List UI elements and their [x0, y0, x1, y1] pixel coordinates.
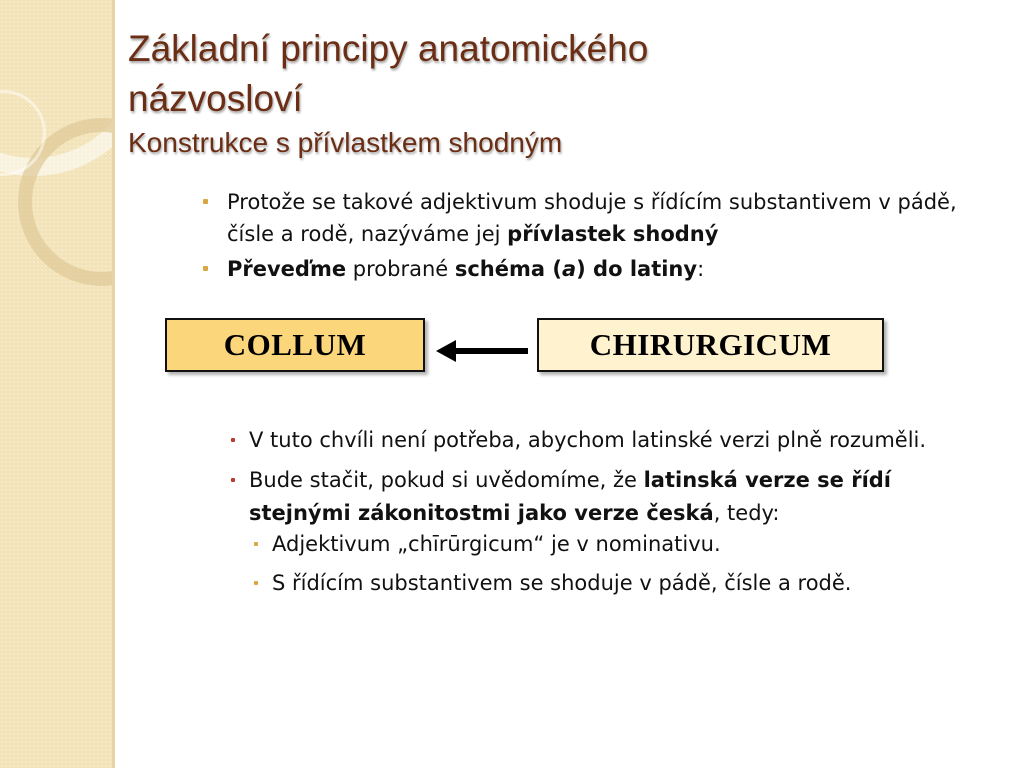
bullet-text: Protože se takové adjektivum shoduje s řídícím substantivem v pádě, čísle a rodě, nazýváme jej	[227, 190, 957, 246]
bullet-text: V tuto chvíli není potřeba, abychom latinské verzi plně rozuměli.	[249, 428, 927, 452]
main-bullet-list	[198, 186, 988, 288]
bullet-bold-text: schéma (	[454, 257, 562, 281]
list-item	[224, 464, 984, 600]
sidebar-divider	[112, 0, 115, 768]
slide-subtitle: Konstrukce s přívlastkem shodným	[128, 127, 563, 158]
sub-sub-bullet-list	[247, 528, 984, 600]
sub-bullet-list	[224, 424, 984, 607]
schema-adjective-box: CHIRURGICUM	[537, 318, 884, 372]
bullet-text: Bude stačit, pokud si uvědomíme, že	[249, 468, 644, 492]
list-item	[247, 528, 984, 561]
bullet-text: probrané	[346, 257, 455, 281]
bullet-bold-text: latinská verze se řídí stejnými zákonitostmi jako verze česká	[249, 468, 891, 525]
bullet-bold-text: přívlastek shodný	[507, 222, 719, 246]
bullet-text: , tedy:	[713, 501, 780, 525]
decorative-sidebar	[0, 0, 112, 768]
arrow-left-icon	[436, 340, 528, 362]
list-item	[198, 253, 988, 285]
bullet-bold-text: ) do latiny	[576, 257, 698, 281]
schema-noun-box: COLLUM	[165, 318, 425, 372]
bullet-text: S řídícím substantivem se shoduje v pádě, čísle a rodě.	[272, 571, 852, 595]
bullet-text: :	[697, 257, 705, 281]
list-item	[224, 424, 984, 457]
slide-title	[128, 24, 988, 160]
bullet-italic-text: a	[561, 257, 577, 281]
list-item	[247, 567, 984, 600]
title-line-2: názvosloví	[128, 78, 303, 119]
title-line-1: Základní principy anatomického	[128, 28, 649, 69]
list-item	[198, 186, 988, 250]
bullet-bold-text: Převeďme	[227, 257, 347, 281]
bullet-text: Adjektivum „chīrūrgicum“ je v nominativu.	[272, 532, 721, 556]
